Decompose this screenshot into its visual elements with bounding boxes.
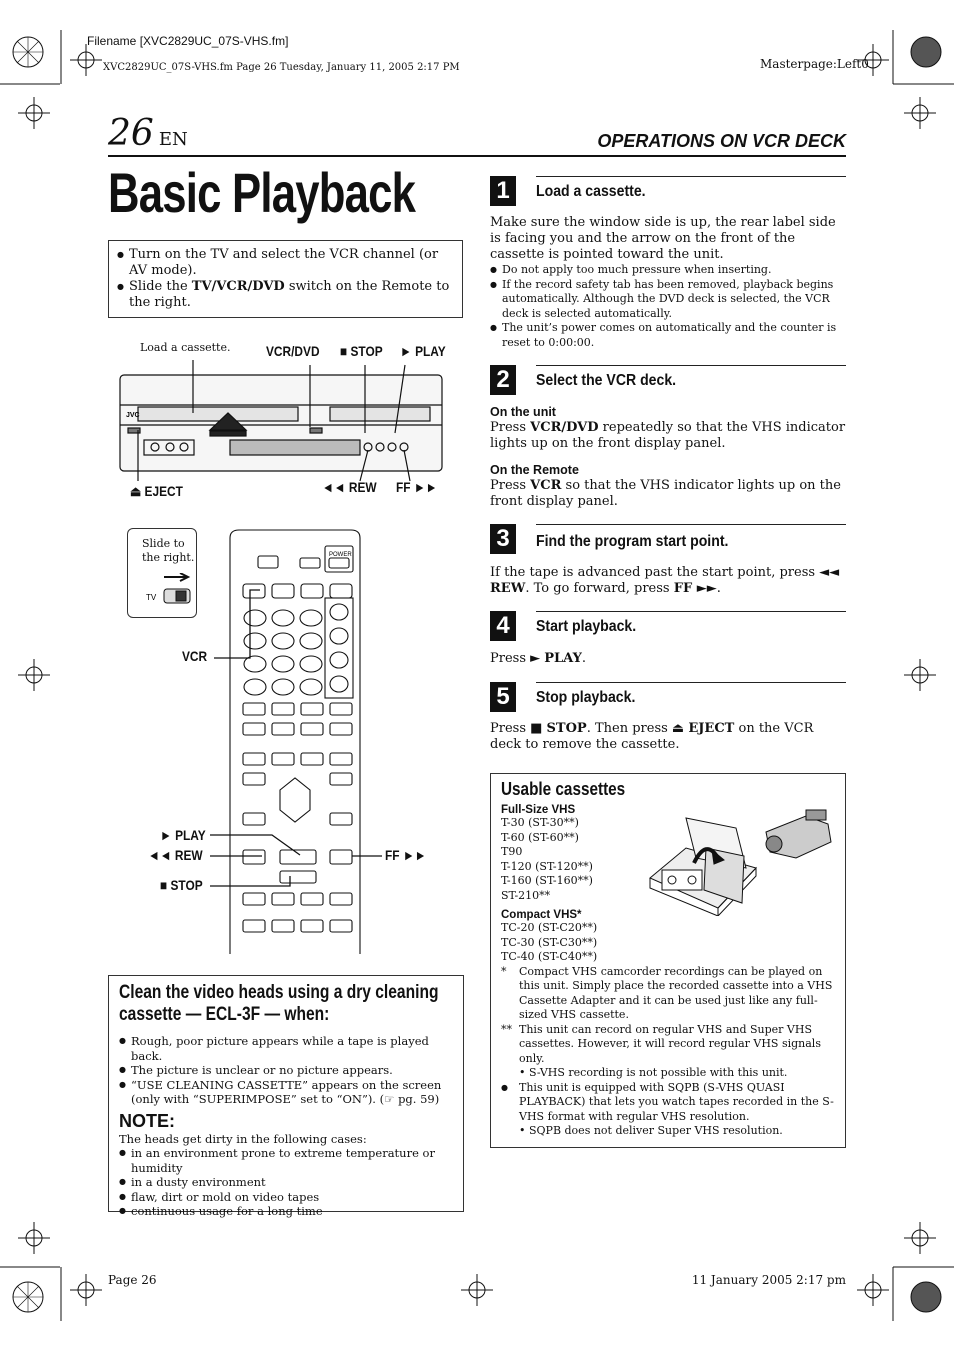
step-1-text: Make sure the window side is up, the rear label side is facing you and the arrow on the front of the cassette is pointed toward the unit. [490,215,836,262]
step-3-rule [536,524,846,525]
note-item: ● flaw, dirt or mold on video tapes [119,1190,453,1205]
header-rule [108,155,846,157]
remote-stop-label: ■ STOP [160,877,203,893]
footnote-mark: * [501,964,507,978]
note-list [119,1146,453,1219]
fullsize-item: ST-210** [501,888,551,902]
step-5-text: Press ■ STOP. Then press ⏏ EJECT on the VCR deck to remove the cassette. [490,721,814,752]
step-2-number: 2 [490,365,516,395]
tv-label: TV [146,593,157,602]
step-5-rule [536,682,846,683]
footer-page: Page 26 [108,1273,157,1287]
play-label: ► PLAY [400,343,446,359]
cleaning-item: ● “USE CLEANING CASSETTE” appears on the screen (only with “SUPERIMPOSE” set to “ON”). (☞ pg. 59) [119,1078,453,1107]
step-3-title: Find the program start point. [536,533,729,550]
step-2-body [490,404,846,510]
compact-list [501,921,835,965]
intro-item: ● Slide the TV/VCR/DVD switch on the Remote to the right. [117,279,454,311]
footnote-mark: ** [501,1022,512,1036]
stop-label: ■ STOP [340,343,383,359]
step-4-title: Start playback. [536,618,637,635]
usable-footnotes [501,965,835,1139]
footnote-sub: • S-VHS recording is not possible with this unit. [519,1066,788,1079]
note-item: ● in an environment prone to extreme temperature or humidity [119,1146,453,1175]
fullsize-item: T-120 (ST-120**) [501,859,593,873]
cleaning-item: ● Rough, poor picture appears while a tape is played back. [119,1034,453,1063]
page-number [108,113,188,154]
step-1-body [490,215,840,350]
step-1-bullets [490,263,840,350]
cleaning-title: Clean the video heads using a dry cleaning cassette — ECL-3F — when: [119,982,439,1025]
remote-rew-label: ◄◄ REW [148,847,203,863]
step-5-title: Stop playback. [536,689,636,706]
brand-logo: JVC [126,412,140,419]
compact-heading: Compact VHS* [501,909,582,921]
remote-ff-label: FF ►► [385,847,427,863]
note-item: ● continuous usage for a long time [119,1204,453,1219]
masterpage: Masterpage:Left0 [760,57,869,71]
compact-item: TC-40 (ST-C40**) [501,950,598,963]
remote-play-label: ► PLAY [160,827,206,843]
step-1-title: Load a cassette. [536,183,646,200]
step-2-rule [536,365,846,366]
eject-label: ⏏ EJECT [130,483,183,499]
step-1-number: 1 [490,176,516,206]
compact-item: TC-30 (ST-C30**) [501,935,598,949]
step-2-unit-heading: On the unit [490,405,556,419]
cleaning-list [119,1034,453,1107]
vcr-label: VCR [182,648,208,664]
step-3-text: If the tape is advanced past the start point, press ◄◄ REW. To go forward, press FF ►►. [490,565,840,596]
usable-title: Usable cassettes [501,779,626,799]
step-2-title: Select the VCR deck. [536,372,677,389]
step-1-bullet: ● The unit’s power comes on automatically and the counter is reset to 0:00:00. [490,321,840,350]
vcrdvd-label: VCR/DVD [266,343,320,359]
footnote: Compact VHS camcorder recordings can be played on this unit. Simply place the recorded cassette into a VHS Cassette Adapter and it can be used just like any full-sized VHS cassette. [519,964,833,1021]
footnote: This unit is equipped with SQPB (S-VHS QUASI PLAYBACK) that lets you watch tapes recorded in the S-VHS format with regular VHS resolution. [519,1080,834,1123]
footnote-mark: ● [501,1082,508,1092]
load-cassette-label: Load a cassette. [140,341,231,354]
step-1-bullet: ● Do not apply too much pressure when inserting. [490,263,840,278]
step-2-remote-text: Press VCR so that the VHS indicator lights up on the front display panel. [490,478,841,509]
page-lang: EN [158,129,188,150]
fullsize-item: T90 [501,845,523,858]
fullsize-item: T-30 (ST-30**) [501,816,579,829]
step-3-number: 3 [490,524,516,554]
intro-list [117,247,454,311]
footnote-sub: • SQPB does not deliver Super VHS resolution. [519,1124,783,1137]
fullsize-item: T-160 (ST-160**) [501,874,593,887]
cleaning-box [108,975,464,1218]
step-1-rule [536,176,846,177]
slide-text: Slide to the right. [142,537,195,564]
page-number-value: 26 [108,113,154,154]
cassette-adapter-illustration [646,808,836,916]
step-2-unit-text: Press VCR/DVD repeatedly so that the VHS indicator lights up on the front display panel. [490,420,846,451]
cleaning-item: ● The picture is unclear or no picture appears. [119,1063,453,1078]
section-title: OPERATIONS ON VCR DECK [597,131,846,151]
note-title: NOTE: [119,1110,175,1131]
step-1-bullet: ● If the record safety tab has been removed, playback begins automatically. Although the DVD deck is selected, the VCR deck is selected automatically. [490,278,840,322]
vcr-deck-illustration [110,355,450,485]
page-title: Basic Playback [108,161,416,224]
ff-label: FF ►► [396,479,438,495]
step-5-number: 5 [490,682,516,712]
step-4-number: 4 [490,611,516,641]
footnote: This unit can record on regular VHS and Super VHS cassettes. However, it will record regular VHS signals only. [519,1022,821,1065]
step-4-text: Press ► PLAY. [490,651,587,666]
file-info: XVC2829UC_07S-VHS.fm Page 26 Tuesday, January 11, 2005 2:17 PM [103,62,460,73]
note-item: ● in a dusty environment [119,1175,453,1190]
footer-date: 11 January 2005 2:17 pm [691,1273,846,1287]
note-intro: The heads get dirty in the following cases: [119,1131,367,1146]
filename: Filename [XVC2829UC_07S-VHS.fm] [87,34,289,48]
step-4-rule [536,611,846,612]
rew-label: ◄◄ REW [322,479,377,495]
intro-box [108,240,463,318]
step-2-remote-heading: On the Remote [490,463,579,477]
fullsize-item: T-60 (ST-60**) [501,830,579,844]
intro-item: ● Turn on the TV and select the VCR channel (or AV mode). [117,247,454,279]
power-label: POWER [329,552,352,558]
fullsize-heading: Full-Size VHS [501,804,576,816]
compact-item: TC-20 (ST-C20**) [501,921,598,934]
